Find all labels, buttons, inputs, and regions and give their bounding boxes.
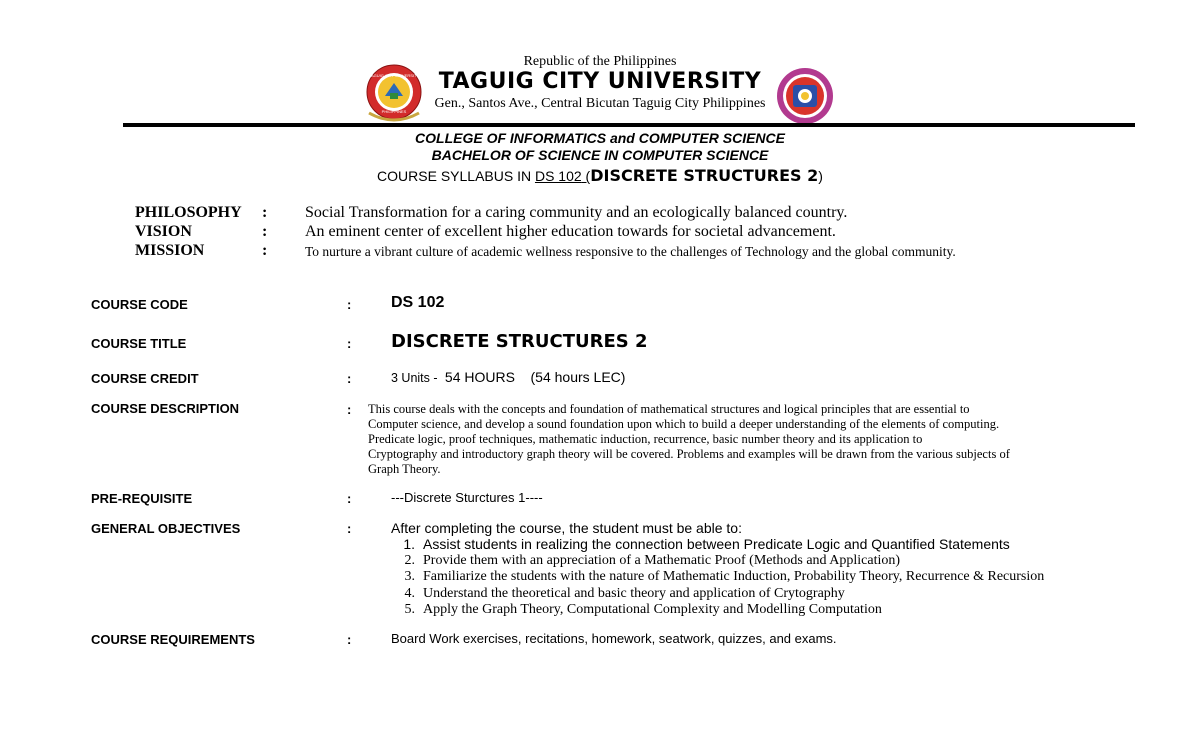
header-divider bbox=[123, 123, 1135, 127]
item-text: Apply the Graph Theory, Computational Complexity and Modelling Computation bbox=[423, 602, 882, 617]
course-requirements-value: Board Work exercises, recitations, homework, seatwork, quizzes, and exams. bbox=[391, 631, 837, 646]
course-title-value: DISCRETE STRUCTURES 2 bbox=[391, 331, 648, 352]
course-code-label: COURSE CODE bbox=[91, 297, 188, 312]
vision-label: VISION bbox=[135, 223, 192, 240]
credit-hours: 54 HOURS bbox=[441, 369, 515, 385]
course-description-colon: : bbox=[347, 402, 352, 417]
syllabus-close: ) bbox=[818, 168, 823, 184]
university-name: TAGUIG CITY UNIVERSITY bbox=[438, 69, 762, 94]
list-item bbox=[391, 602, 1044, 619]
program-name: BACHELOR OF SCIENCE IN COMPUTER SCIENCE bbox=[431, 147, 769, 163]
course-description-text bbox=[368, 402, 1058, 477]
list-item bbox=[391, 569, 1044, 586]
description-line: Predicate logic, proof techniques, mathematic induction, recurrence, basic number theory and its application to bbox=[368, 432, 923, 446]
course-credit-colon: : bbox=[347, 371, 352, 386]
course-requirements-colon: : bbox=[347, 632, 352, 647]
objectives-list bbox=[391, 536, 1044, 619]
seal-text: TAGUIG CITY UNIVERSITY bbox=[368, 73, 420, 78]
seal-bottom-text: PHILIPPINES bbox=[381, 109, 407, 114]
prerequisite-colon: : bbox=[347, 491, 352, 506]
college-name: COLLEGE OF INFORMATICS and COMPUTER SCIENCE bbox=[415, 130, 785, 146]
college-seal-logo bbox=[776, 67, 834, 125]
item-number: 5. bbox=[404, 602, 415, 617]
item-number: 4. bbox=[404, 585, 415, 601]
prerequisite-value: ---Discrete Sturctures 1---- bbox=[391, 490, 543, 505]
mission-colon: : bbox=[262, 242, 268, 259]
course-description-label: COURSE DESCRIPTION bbox=[91, 401, 240, 416]
vision-text: An eminent center of excellent higher education towards for societal advancement. bbox=[305, 223, 836, 240]
course-credit-value bbox=[391, 369, 625, 385]
course-code-value: DS 102 bbox=[391, 294, 445, 311]
item-number: 2. bbox=[404, 552, 415, 568]
philosophy-colon: : bbox=[262, 204, 268, 221]
list-item bbox=[391, 586, 1044, 603]
item-number: 3. bbox=[404, 569, 415, 584]
vision-colon: : bbox=[262, 223, 268, 240]
item-text: Understand the theoretical and basic theory and application of Crytography bbox=[423, 585, 845, 601]
university-address: Gen., Santos Ave., Central Bicutan Taguig City Philippines bbox=[434, 96, 766, 111]
course-code-colon: : bbox=[347, 297, 352, 312]
description-line: This course deals with the concepts and foundation of mathematical structures and logical principles that are essential to bbox=[368, 402, 970, 416]
syllabus-title: DISCRETE STRUCTURES 2 bbox=[590, 166, 819, 185]
list-item bbox=[391, 536, 1044, 553]
description-line: Computer science, and develop a sound foundation upon which to build a deeper understanding of the elements of computing. bbox=[368, 417, 1000, 431]
general-objectives-label: GENERAL OBJECTIVES bbox=[91, 521, 241, 536]
philosophy-text: Social Transformation for a caring community and an ecologically balanced country. bbox=[305, 204, 848, 221]
description-line: Cryptography and introductory graph theory will be covered. Problems and examples will be drawn from the various subjects of bbox=[368, 447, 1010, 461]
syllabus-code: DS 102 bbox=[534, 168, 582, 184]
prerequisite-label: PRE-REQUISITE bbox=[91, 491, 193, 506]
course-title-colon: : bbox=[347, 336, 352, 351]
course-title-label: COURSE TITLE bbox=[91, 336, 187, 351]
syllabus-open: ( bbox=[581, 168, 591, 184]
description-line: Graph Theory. bbox=[368, 462, 441, 476]
objectives-intro: After completing the course, the student must be able to: bbox=[391, 520, 742, 536]
item-text: Assist students in realizing the connection between Predicate Logic and Quantified Statements bbox=[423, 536, 1010, 552]
course-credit-label: COURSE CREDIT bbox=[91, 371, 199, 386]
item-text: Familiarize the students with the nature of Mathematic Induction, Probability Theory, Recurrence & Recursion bbox=[423, 569, 1045, 584]
item-number: 1. bbox=[403, 536, 415, 552]
credit-units: 3 Units - bbox=[391, 371, 442, 385]
syllabus-prefix: COURSE SYLLABUS IN bbox=[377, 168, 535, 184]
syllabus-heading bbox=[0, 166, 1200, 185]
list-item bbox=[391, 553, 1044, 570]
general-objectives-colon: : bbox=[347, 521, 352, 536]
republic-line: Republic of the Philippines bbox=[523, 54, 677, 69]
course-requirements-label: COURSE REQUIREMENTS bbox=[91, 632, 255, 647]
mission-label: MISSION bbox=[135, 242, 205, 259]
item-text: Provide them with an appreciation of a Mathematic Proof (Methods and Application) bbox=[423, 552, 901, 568]
credit-lec: (54 hours LEC) bbox=[514, 369, 626, 385]
philosophy-label: PHILOSOPHY bbox=[135, 204, 242, 221]
mission-text: To nurture a vibrant culture of academic wellness responsive to the challenges of Technology and the global community. bbox=[305, 244, 956, 259]
university-seal-logo bbox=[363, 63, 425, 125]
